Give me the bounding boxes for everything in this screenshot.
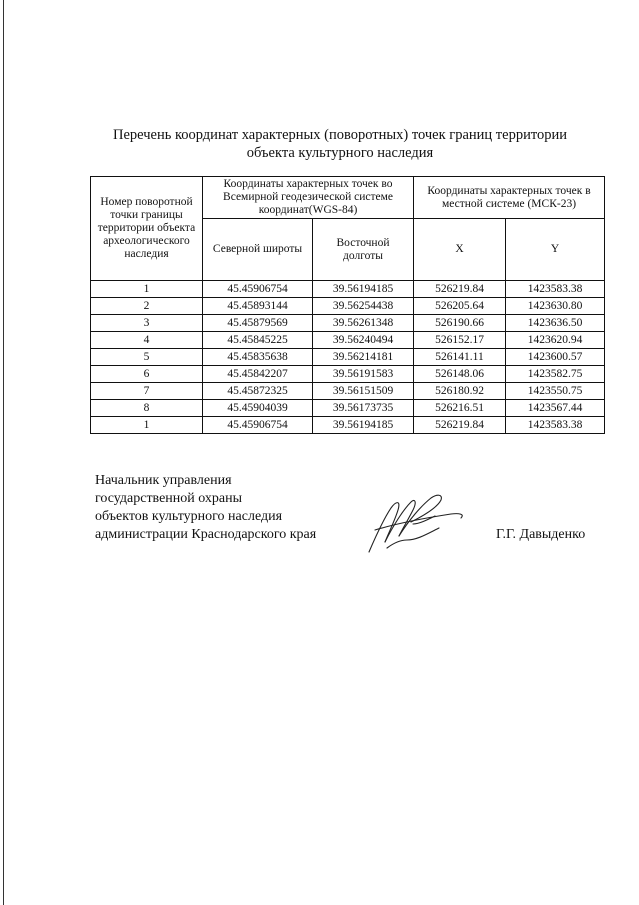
cell-y: 1423636.50 xyxy=(506,315,605,332)
document-title-line-1: Перечень координат характерных (поворотных) точек границ территории xyxy=(112,127,568,143)
cell-latitude: 45.45904039 xyxy=(203,400,313,417)
signatory-position-line-4: администрации Краснодарского края xyxy=(95,527,317,542)
cell-x: 526205.64 xyxy=(414,298,506,315)
cell-x: 526152.17 xyxy=(414,332,506,349)
cell-point-number: 7 xyxy=(91,383,203,400)
signatory-position xyxy=(95,472,316,544)
signatory-position-line-1: Начальник управления xyxy=(95,473,232,488)
cell-longitude: 39.56173735 xyxy=(313,400,414,417)
cell-point-number: 5 xyxy=(91,349,203,366)
signatory-position-line-3: объектов культурного наследия xyxy=(95,509,283,524)
cell-longitude: 39.56191583 xyxy=(313,366,414,383)
cell-point-number: 4 xyxy=(91,332,203,349)
cell-y: 1423550.75 xyxy=(506,383,605,400)
cell-longitude: 39.56194185 xyxy=(313,417,414,434)
cell-latitude: 45.45835638 xyxy=(203,349,313,366)
cell-y: 1423600.57 xyxy=(506,349,605,366)
cell-latitude: 45.45879569 xyxy=(203,315,313,332)
cell-latitude: 45.45893144 xyxy=(203,298,313,315)
cell-latitude: 45.45906754 xyxy=(203,281,313,298)
table-row xyxy=(91,417,605,434)
cell-longitude: 39.56240494 xyxy=(313,332,414,349)
signatory-position-line-2: государственной охраны xyxy=(95,491,243,506)
cell-point-number: 3 xyxy=(91,315,203,332)
cell-y: 1423582.75 xyxy=(506,366,605,383)
cell-point-number: 2 xyxy=(91,298,203,315)
table-row xyxy=(91,332,605,349)
page-edge-line xyxy=(3,0,4,905)
cell-x: 526148.06 xyxy=(414,366,506,383)
cell-latitude: 45.45842207 xyxy=(203,366,313,383)
table-row xyxy=(91,366,605,383)
cell-longitude: 39.56254438 xyxy=(313,298,414,315)
document-title-line-2: объекта культурного наследия xyxy=(246,145,434,161)
document-title xyxy=(60,126,620,162)
cell-point-number: 6 xyxy=(91,366,203,383)
cell-longitude: 39.56214181 xyxy=(313,349,414,366)
header-y: Y xyxy=(506,219,605,281)
cell-y: 1423583.38 xyxy=(506,417,605,434)
header-longitude: Восточной долготы xyxy=(313,219,414,281)
cell-x: 526141.11 xyxy=(414,349,506,366)
cell-longitude: 39.56261348 xyxy=(313,315,414,332)
cell-latitude: 45.45845225 xyxy=(203,332,313,349)
cell-x: 526219.84 xyxy=(414,281,506,298)
cell-y: 1423620.94 xyxy=(506,332,605,349)
cell-y: 1423567.44 xyxy=(506,400,605,417)
cell-x: 526180.92 xyxy=(414,383,506,400)
table-row xyxy=(91,315,605,332)
cell-latitude: 45.45872325 xyxy=(203,383,313,400)
coordinates-table xyxy=(90,176,605,434)
table-row xyxy=(91,383,605,400)
cell-latitude: 45.45906754 xyxy=(203,417,313,434)
handwritten-signature-icon xyxy=(365,490,470,555)
header-x: X xyxy=(414,219,506,281)
cell-point-number: 1 xyxy=(91,281,203,298)
cell-longitude: 39.56151509 xyxy=(313,383,414,400)
cell-x: 526219.84 xyxy=(414,417,506,434)
table-row xyxy=(91,298,605,315)
cell-x: 526216.51 xyxy=(414,400,506,417)
signer-name: Г.Г. Давыденко xyxy=(496,527,586,542)
cell-longitude: 39.56194185 xyxy=(313,281,414,298)
table-row xyxy=(91,400,605,417)
header-point-number: Номер поворотной точки границы территории объекта археологического наследия xyxy=(91,177,203,281)
header-wgs84-group: Координаты характерных точек во Всемирной геодезической системе координат(WGS-84) xyxy=(203,177,414,219)
table-row xyxy=(91,281,605,298)
cell-y: 1423630.80 xyxy=(506,298,605,315)
cell-point-number: 8 xyxy=(91,400,203,417)
cell-point-number: 1 xyxy=(91,417,203,434)
cell-y: 1423583.38 xyxy=(506,281,605,298)
cell-x: 526190.66 xyxy=(414,315,506,332)
header-latitude: Северной широты xyxy=(203,219,313,281)
table-row xyxy=(91,349,605,366)
header-msk23-group: Координаты характерных точек в местной системе (МСК-23) xyxy=(414,177,605,219)
